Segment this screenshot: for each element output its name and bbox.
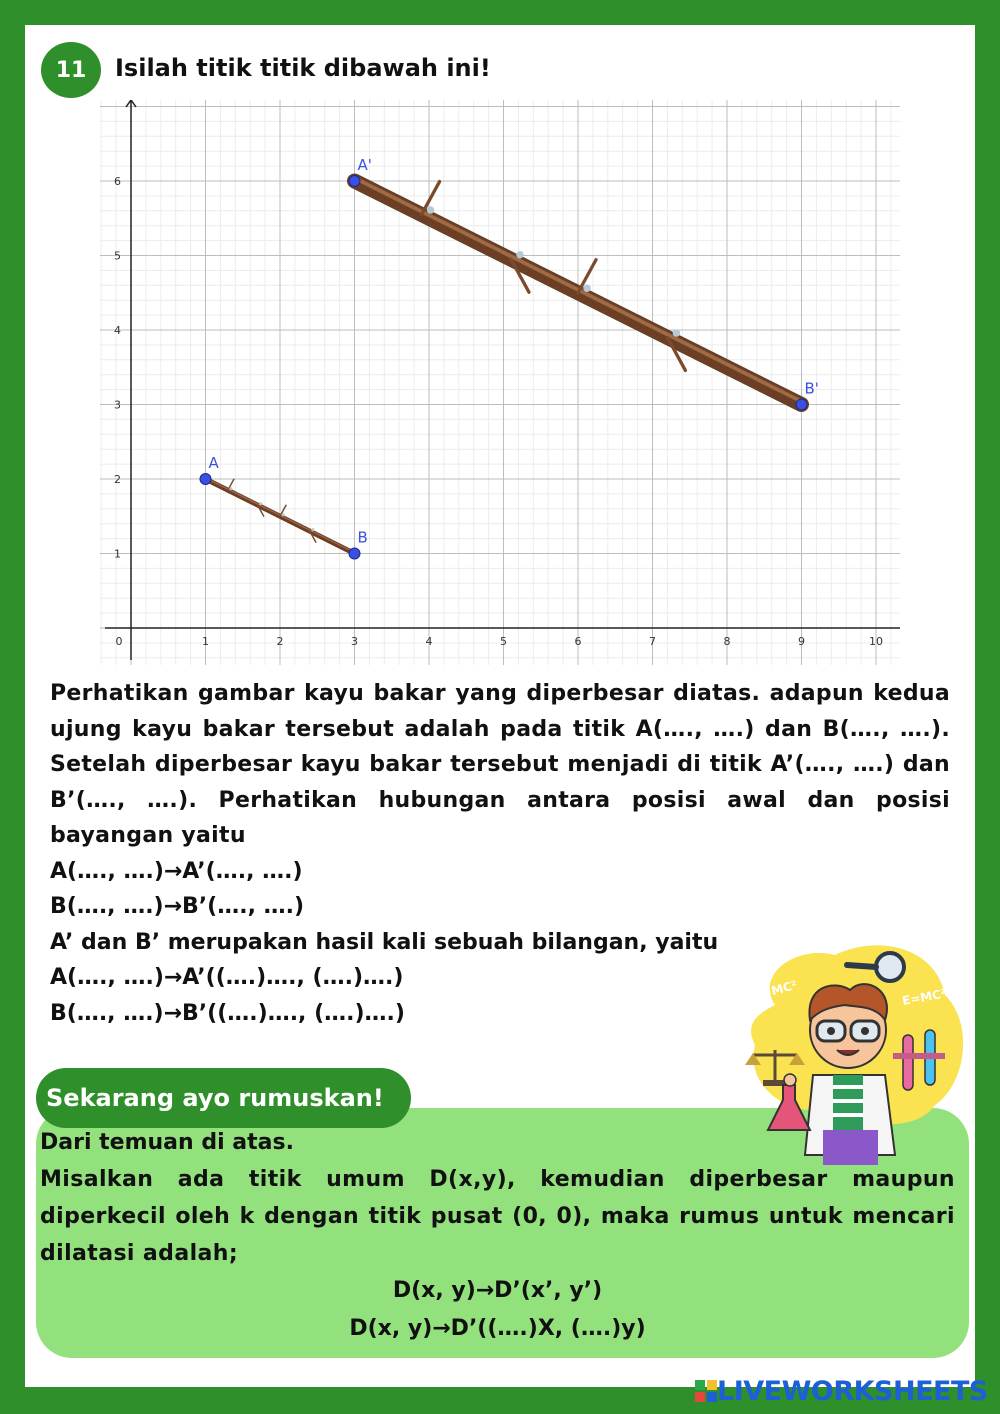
x-tick-label: 2 [276, 635, 284, 648]
scientist-illustration [735, 935, 975, 1165]
point-label: A [208, 454, 219, 472]
x-tick-label: 10 [869, 635, 883, 648]
instruction-heading: Isilah titik titik dibawah ini! [115, 54, 491, 82]
logo-text: LIVEWORKSHEETS [717, 1375, 988, 1407]
x-tick-label: 4 [425, 635, 433, 648]
firewood-lichen [311, 528, 314, 531]
scientist-boy [805, 984, 895, 1165]
product-mapping-a: A(…., ….)→A’((….)…., (….)….) [50, 965, 404, 990]
mapping-a: A(…., ….)→A’(…., ….) [50, 858, 303, 884]
y-tick-label: 6 [114, 175, 121, 188]
point-Bprime [796, 399, 807, 410]
x-tick-label: 5 [500, 635, 507, 648]
liveworksheets-logo [695, 1376, 988, 1406]
formula-paragraph: Misalkan ada titik umum D(x,y), kemudian diperbesar maupun diperkecil oleh k dengan titik pusat (0, 0), maka rumus untuk mencari dilatasi adalah; [40, 1167, 955, 1266]
emc-text-left: E=MC² [752, 977, 799, 1003]
point-B [349, 548, 360, 559]
x-tick-labels [116, 635, 884, 648]
y-tick-label: 5 [114, 249, 121, 263]
x-tick-label: 8 [723, 635, 731, 648]
y-tick-label: 2 [114, 473, 121, 486]
y-tick-label: 1 [114, 547, 121, 561]
firewood-lichen [583, 285, 591, 293]
x-tick-label: 3 [351, 635, 358, 648]
y-tick-label: 4 [114, 324, 121, 337]
emc-text-right: E=MC² [901, 986, 948, 1008]
x-tick-label: 7 [649, 635, 656, 648]
y-tick-labels [114, 175, 121, 561]
mapping-b: B(…., ….)→B’(…., ….) [50, 894, 305, 919]
logo-blocks-icon [695, 1380, 717, 1402]
point-label: B [357, 528, 368, 547]
grid-minor-lines [100, 100, 900, 665]
product-intro: A’ dan B’ merupakan hasil kali sebuah bilangan, yaitu [50, 929, 719, 955]
formula-dilation: D(x, y)→D’((….)X, (….)y) [349, 1316, 646, 1341]
firewood-lichen [229, 487, 232, 490]
plotted-points [200, 156, 819, 559]
x-tick-label: 0 [115, 635, 123, 648]
x-tick-label: 1 [202, 635, 209, 648]
firewood-lichen [516, 251, 524, 259]
firewood-lichen [427, 206, 435, 214]
x-tick-label: 9 [798, 635, 805, 648]
point-A [200, 474, 211, 485]
point-label: B' [804, 379, 819, 398]
firewood-lichen [259, 502, 262, 505]
question-number-badge: 11 [41, 42, 101, 98]
firewood-lichen [673, 329, 681, 337]
product-mapping-b: B(…., ….)→B’((….)…., (….)….) [50, 1000, 405, 1026]
coordinate-graph [100, 100, 900, 665]
y-tick-label: 3 [114, 398, 121, 412]
firewood-lichen [282, 513, 285, 516]
intro-paragraph: Perhatikan gambar kayu bakar yang diperbesar diatas. adapun kedua ujung kayu bakar tersebut adalah pada titik A(…., ….) dan B(…., ….). Setelah diperbesar kayu bakar tersebut menjadi di titik A’(…., ….) dan B’(…., ….). Perhatikan hubungan antara posisi awal dan posisi bayangan yaitu [50, 681, 950, 848]
point-Aprime [349, 176, 360, 187]
formula-general: D(x, y)→D’(x’, y’) [392, 1278, 603, 1303]
formula-tag: Sekarang ayo rumuskan! [36, 1068, 411, 1128]
x-tick-label: 6 [574, 635, 582, 648]
formula-line1: Dari temuan di atas. [40, 1130, 294, 1155]
point-label: A' [357, 156, 372, 174]
